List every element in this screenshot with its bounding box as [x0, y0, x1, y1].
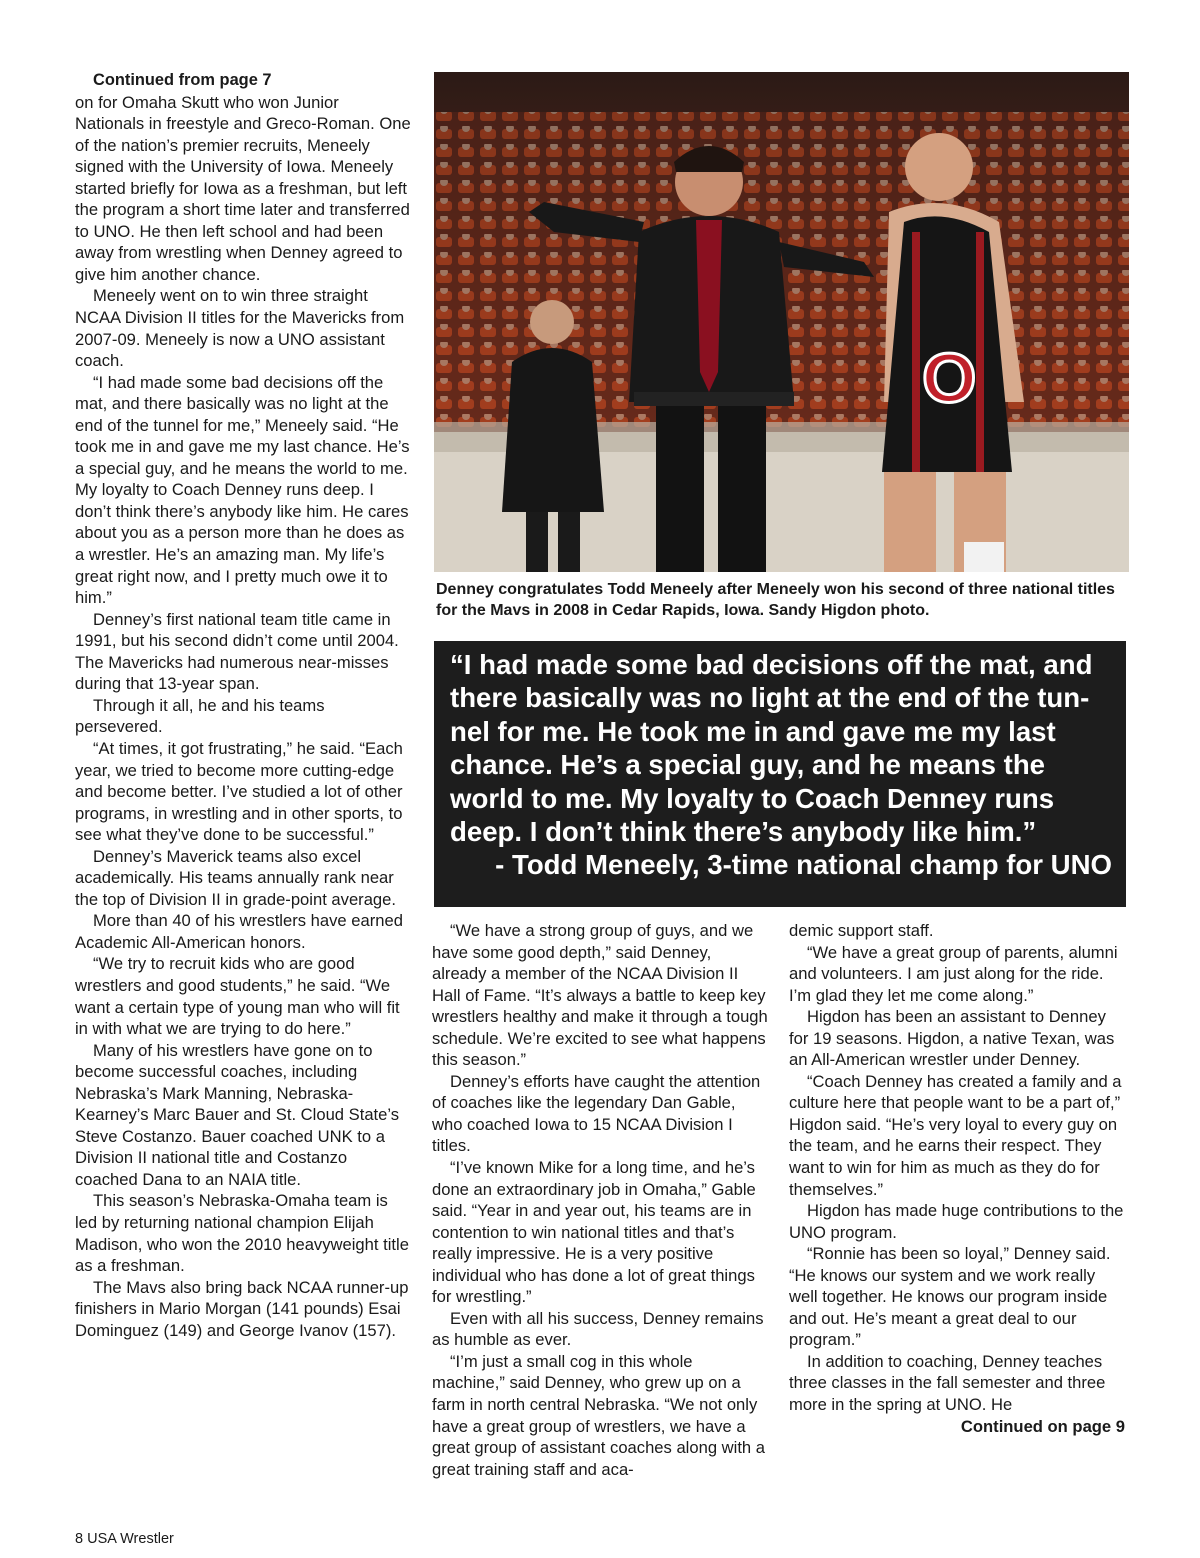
wrestling-photo [434, 72, 1129, 572]
paragraph: “Coach Denney has created a family and a culture here that people want to be a part of,” Higdon said. “He’s very loyal to every guy on the team, and he earns their respect. They want to win for him as much as they do for themselves.” [789, 1071, 1122, 1199]
paragraph: Even with all his success, Denney remains as humble as ever. [432, 1308, 764, 1350]
paragraph: Higdon has been an assistant to Denney for 19 seasons. Higdon, a native Texan, was an All-American wrestler under Denney. [789, 1007, 1115, 1070]
paragraph: demic support staff. [789, 921, 934, 940]
paragraph: Denney’s efforts have caught the attention of coaches like the legendary Dan Gable, who coached Iowa to 15 NCAA Division I titles. [432, 1071, 761, 1156]
pull-quote-line: “I had made some bad decisions off the mat, and [450, 649, 1093, 680]
paragraph: The Mavs also bring back NCAA runner-up finishers in Mario Morgan (141 pounds) Esai Dominguez (149) and George Ivanov (157). [75, 1277, 409, 1340]
photo-caption: Denney congratulates Todd Meneely after Meneely won his second of three national titles for the Mavs in 2008 in Cedar Rapids, Iowa. Sandy Higdon photo. [436, 581, 1115, 619]
paragraph: Through it all, he and his teams persevered. [75, 695, 325, 737]
pull-quote-line: chance. He’s a special guy, and he means the [450, 749, 1046, 781]
pull-quote-line: deep. I don’t think there’s anybody like him.” [450, 816, 1037, 848]
paragraph: “We have a strong group of guys, and we have some good depth,” said Denney, already a member of the NCAA Division II Hall of Fame. “It’s always a battle to keep key wrestlers healthy and make it through a tough schedule. We’re excited to see what happens this season.” [432, 921, 768, 1070]
page-folio: 8 USA Wrestler [75, 1531, 174, 1547]
paragraph: Higdon has made huge contributions to the UNO program. [789, 1201, 1124, 1242]
pull-quote [434, 641, 1126, 907]
paragraph: More than 40 of his wrestlers have earned Academic All-American honors. [75, 911, 403, 952]
article-column-3 [789, 920, 1125, 1437]
paragraph: “Ronnie has been so loyal,” Denney said. “He knows our system and we work really well together. He knows our program inside and out. He’s meant a great deal to our program.” [789, 1244, 1111, 1350]
svg-text:O: O [922, 339, 977, 417]
paragraph: “We try to recruit kids who are good wrestlers and good students,” he said. “We want a certain type of young man who will fit in with what we are trying to do here.” [75, 954, 400, 1039]
article-column-2 [432, 920, 768, 1480]
pull-quote-line: nel for me. He took me in and gave me my last [450, 715, 1056, 747]
paragraph: “I’ve known Mike for a long time, and he’s done an extraordinary job in Omaha,” Gable said. “Year in and year out, his teams are in contention to win national titles and that’s really impressive. He is a very positive individual who has done a lot of great things for wrestling.” [432, 1158, 756, 1307]
paragraph: Many of his wrestlers have gone on to become successful coaches, including Nebraska’s Mark Manning, Nebraska-Kearney’s Marc Bauer and St. Cloud State’s Steve Costanzo. Bauer coached UNK to a Division II national title and Costanzo coached Dana to an NAIA title. [75, 1040, 400, 1189]
paragraph: “I’m just a small cog in this whole machine,” said Denney, who grew up on a farm in north central Nebraska. “We not only have a great group of wrestlers, we have a great group of assistant coaches along with a great training staff and aca- [432, 1351, 766, 1479]
paragraph: “At times, it got frustrating,” he said. “Each year, we tried to become more cutting-edge and become better. I’ve studied a lot of other programs, in wrestling and in other sports, to see what they’ve done to be successful.” [75, 738, 403, 845]
pull-quote-line: world to me. My loyalty to Coach Denney runs [450, 782, 1055, 814]
paragraph: Meneely went on to win three straight NCAA Division II titles for the Mavericks from 2007-09. Meneely is now a UNO assistant coach. [75, 286, 405, 371]
pull-quote-attribution: - Todd Meneely, 3-time national champ for UNO [495, 849, 1112, 881]
article-column-1 [75, 70, 411, 1341]
paragraph: This season’s Nebraska-Omaha team is led by returning national champion Elijah Madison, who won the 2010 heavyweight title as a freshman. [75, 1191, 409, 1276]
paragraph: “We have a great group of parents, alumni and volunteers. I am just along for the ride. I’m glad they let me come along.” [789, 942, 1118, 1005]
paragraph: “I had made some bad decisions off the mat, and there basically was no light at the end of the tunnel for me,” Meneely said. “He took me in and gave me my last chance. He’s a special guy, and he means the world to me. My loyalty to Coach Denney runs deep. I don’t think there’s anybody like him. He cares about you as a person more than he does as a wrestler. He’s an amazing man. My life’s great right now, and I pretty much owe it to him.” [75, 372, 410, 608]
pull-quote-line: there basically was no light at the end of the tun- [450, 682, 1090, 714]
continued-on-label: Continued on page 9 [960, 1416, 1125, 1436]
paragraph: on for Omaha Skutt who won Junior Nationals in freestyle and Greco-Roman. One of the nation’s premier recruits, Meneely signed with the University of Iowa. Meneely started briefly for Iowa as a freshman, but left the program a short time later and transferred to UNO. He then left school and had been away from wrestling when Denney agreed to give him another chance. [75, 92, 411, 284]
paragraph: Denney’s first national team title came in 1991, but his second didn’t come until 2004. The Mavericks had numerous near-misses during that 13-year span. [75, 609, 399, 694]
paragraph: In addition to coaching, Denney teaches three classes in the fall semester and three more in the spring at UNO. He [789, 1351, 1106, 1415]
paragraph: Denney’s Maverick teams also excel academically. His teams annually rank near the top of Division II in grade-point average. [75, 846, 397, 909]
continued-from-label: Continued from page 7 [93, 71, 272, 89]
